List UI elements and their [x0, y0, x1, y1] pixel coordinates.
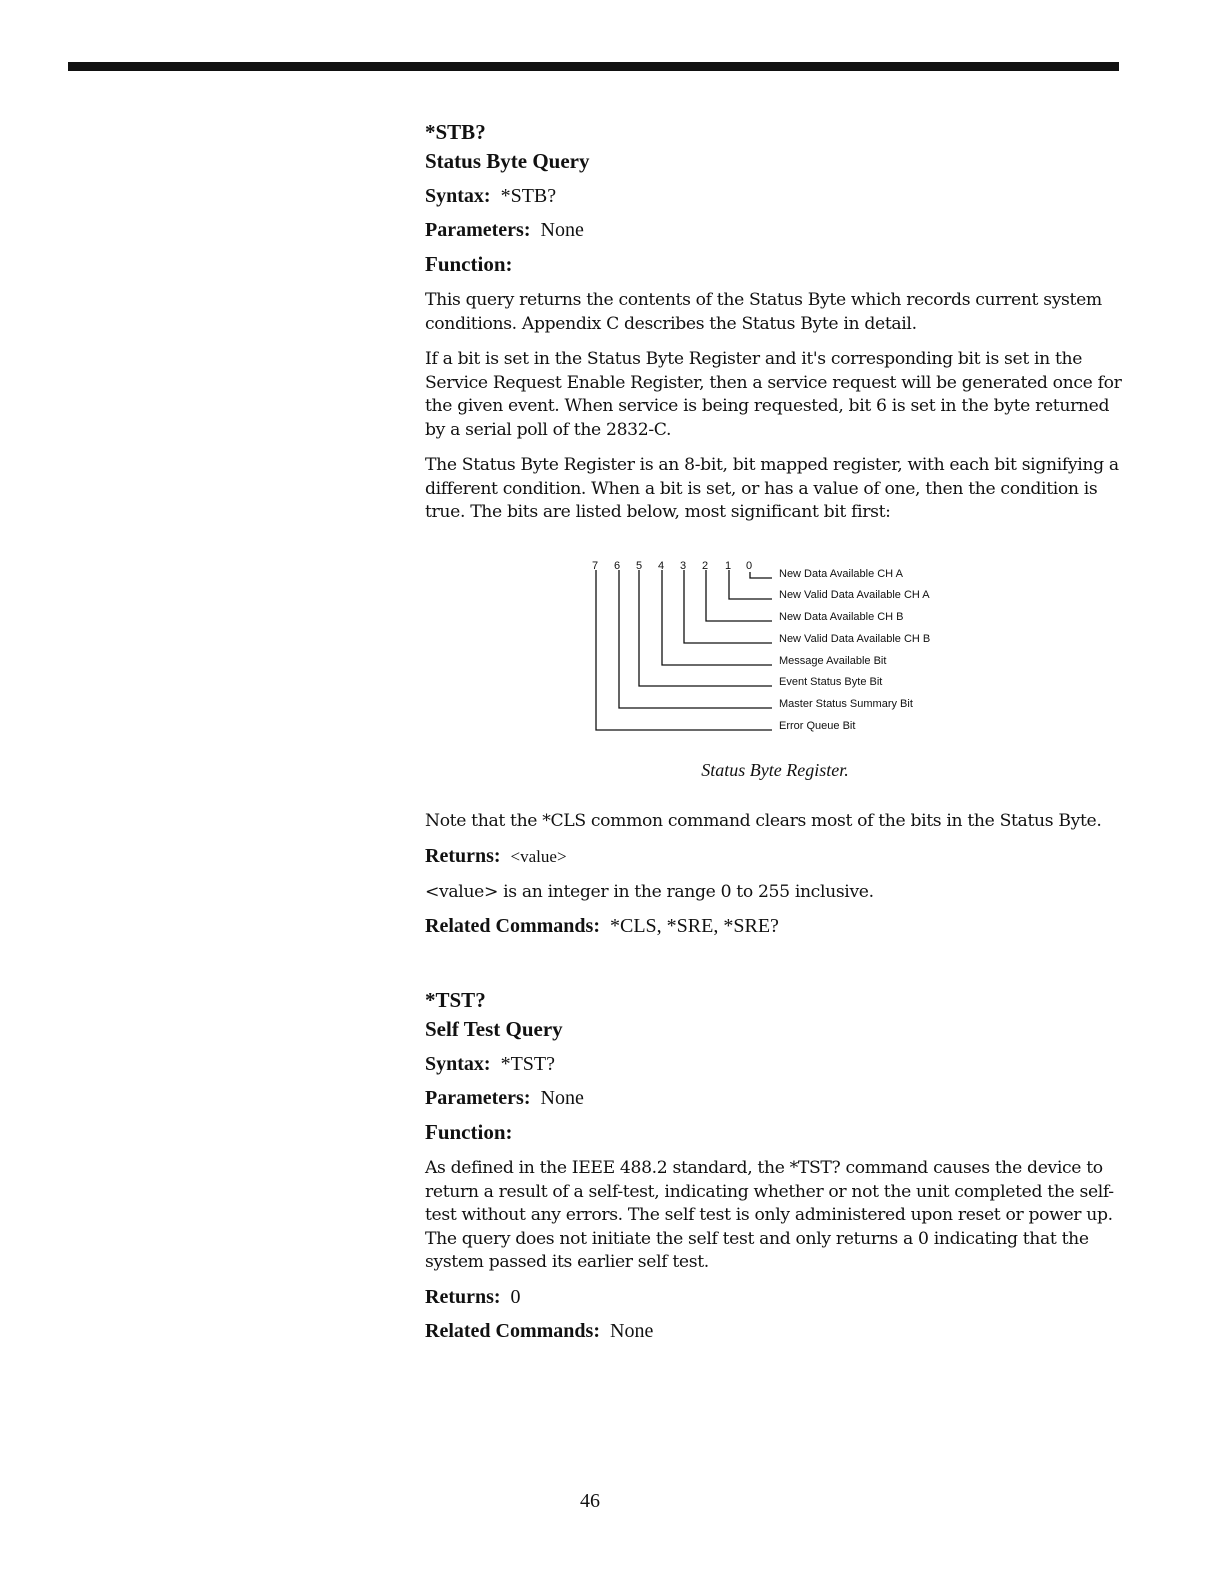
- stb-function-label: Function:: [425, 252, 513, 276]
- stb-value-desc: <value> is an integer in the range 0 to 255 inclusive.: [425, 881, 874, 902]
- tst-returns-label: Returns:: [425, 1285, 501, 1308]
- tst-syntax-label: Syntax:: [425, 1053, 491, 1075]
- stb-returns-value: <value>: [510, 846, 567, 866]
- tst-related-label: Related Commands:: [425, 1319, 600, 1342]
- page-number: 46: [580, 1490, 600, 1512]
- bit-label-6: 6: [614, 560, 621, 572]
- bit-desc-0: New Data Available CH A: [779, 568, 903, 580]
- bit-desc-7: Error Queue Bit: [779, 720, 856, 732]
- stb-paragraph-2: If a bit is set in the Status Byte Register and it's corresponding bit is set in the Service Request Enable Register, then a service request will be generated once for the given event. When service is being requested, bit 6 is set in the byte returned by a serial poll of the 2832-C.: [425, 349, 1122, 440]
- tst-command: *TST?: [425, 988, 486, 1012]
- stb-related-value: *CLS, *SRE, *SRE?: [610, 915, 779, 937]
- bit-4-connector: [662, 570, 772, 665]
- bit-desc-3: New Valid Data Available CH B: [779, 633, 931, 645]
- bit-label-7: 7: [592, 560, 599, 572]
- stb-related-label: Related Commands:: [425, 915, 600, 937]
- stb-paragraph-3: The Status Byte Register is an 8-bit, bit mapped register, with each bit signifying a different condition. When a bit is set, or has a value of one, then the condition is true. The bits are listed below, most significant bit first:: [425, 455, 1119, 522]
- stb-command: *STB?: [425, 120, 486, 144]
- stb-title: Status Byte Query: [425, 149, 590, 173]
- diagram-caption: Status Byte Register.: [701, 760, 849, 780]
- bit-label-4: 4: [658, 560, 665, 572]
- stb-parameters-value: None: [540, 219, 584, 241]
- tst-parameters: [425, 1086, 1125, 1110]
- stb-syntax-label: Syntax:: [425, 185, 491, 207]
- tst-paragraph: As defined in the IEEE 488.2 standard, the *TST? command causes the device to return a result of a self-test, indicating whether or not the unit completed the self-test without any errors. The self test is only administered upon reset or power up. The query does not initiate the self test and only returns a 0 indicating that the system passed its earlier self test.: [425, 1158, 1114, 1272]
- bit-label-5: 5: [636, 560, 643, 572]
- tst-syntax: [425, 1052, 1125, 1076]
- stb-paragraph-1: This query returns the contents of the Status Byte which records current system conditions. Appendix C describes the Status Byte in detail.: [425, 290, 1102, 334]
- stb-related: [425, 914, 1125, 938]
- tst-function-label: Function:: [425, 1120, 513, 1144]
- stb-continued: [425, 798, 1125, 938]
- bit-0-connector: [750, 572, 772, 578]
- tst-related: [425, 1319, 1125, 1343]
- bit-desc-5: Event Status Byte Bit: [779, 676, 883, 688]
- stb-returns-label: Returns:: [425, 844, 501, 867]
- bit-label-3: 3: [680, 560, 687, 572]
- tst-parameters-label: Parameters:: [425, 1087, 531, 1109]
- stb-note: Note that the *CLS common command clears most of the bits in the Status Byte.: [425, 811, 1102, 831]
- bit-desc-4: Message Available Bit: [779, 655, 887, 667]
- tst-returns: [425, 1285, 1125, 1309]
- stb-returns: [425, 844, 1125, 869]
- tst-returns-value: 0: [510, 1285, 521, 1308]
- bit-label-2: 2: [702, 560, 709, 572]
- tst-section: [425, 988, 1125, 1343]
- bit-6-connector: [619, 570, 772, 708]
- tst-parameters-value: None: [540, 1087, 584, 1109]
- tst-related-value: None: [610, 1319, 654, 1342]
- bit-label-0: 0: [746, 560, 753, 572]
- bit-3-connector: [684, 570, 772, 643]
- tst-title: Self Test Query: [425, 1017, 563, 1041]
- stb-syntax-value: *STB?: [500, 185, 557, 207]
- stb-parameters-label: Parameters:: [425, 219, 531, 241]
- bit-desc-1: New Valid Data Available CH A: [779, 589, 930, 601]
- tst-syntax-value: *TST?: [500, 1053, 556, 1075]
- bit-desc-6: Master Status Summary Bit: [779, 698, 913, 710]
- bit-label-1: 1: [725, 560, 732, 572]
- bit-desc-2: New Data Available CH B: [779, 611, 904, 623]
